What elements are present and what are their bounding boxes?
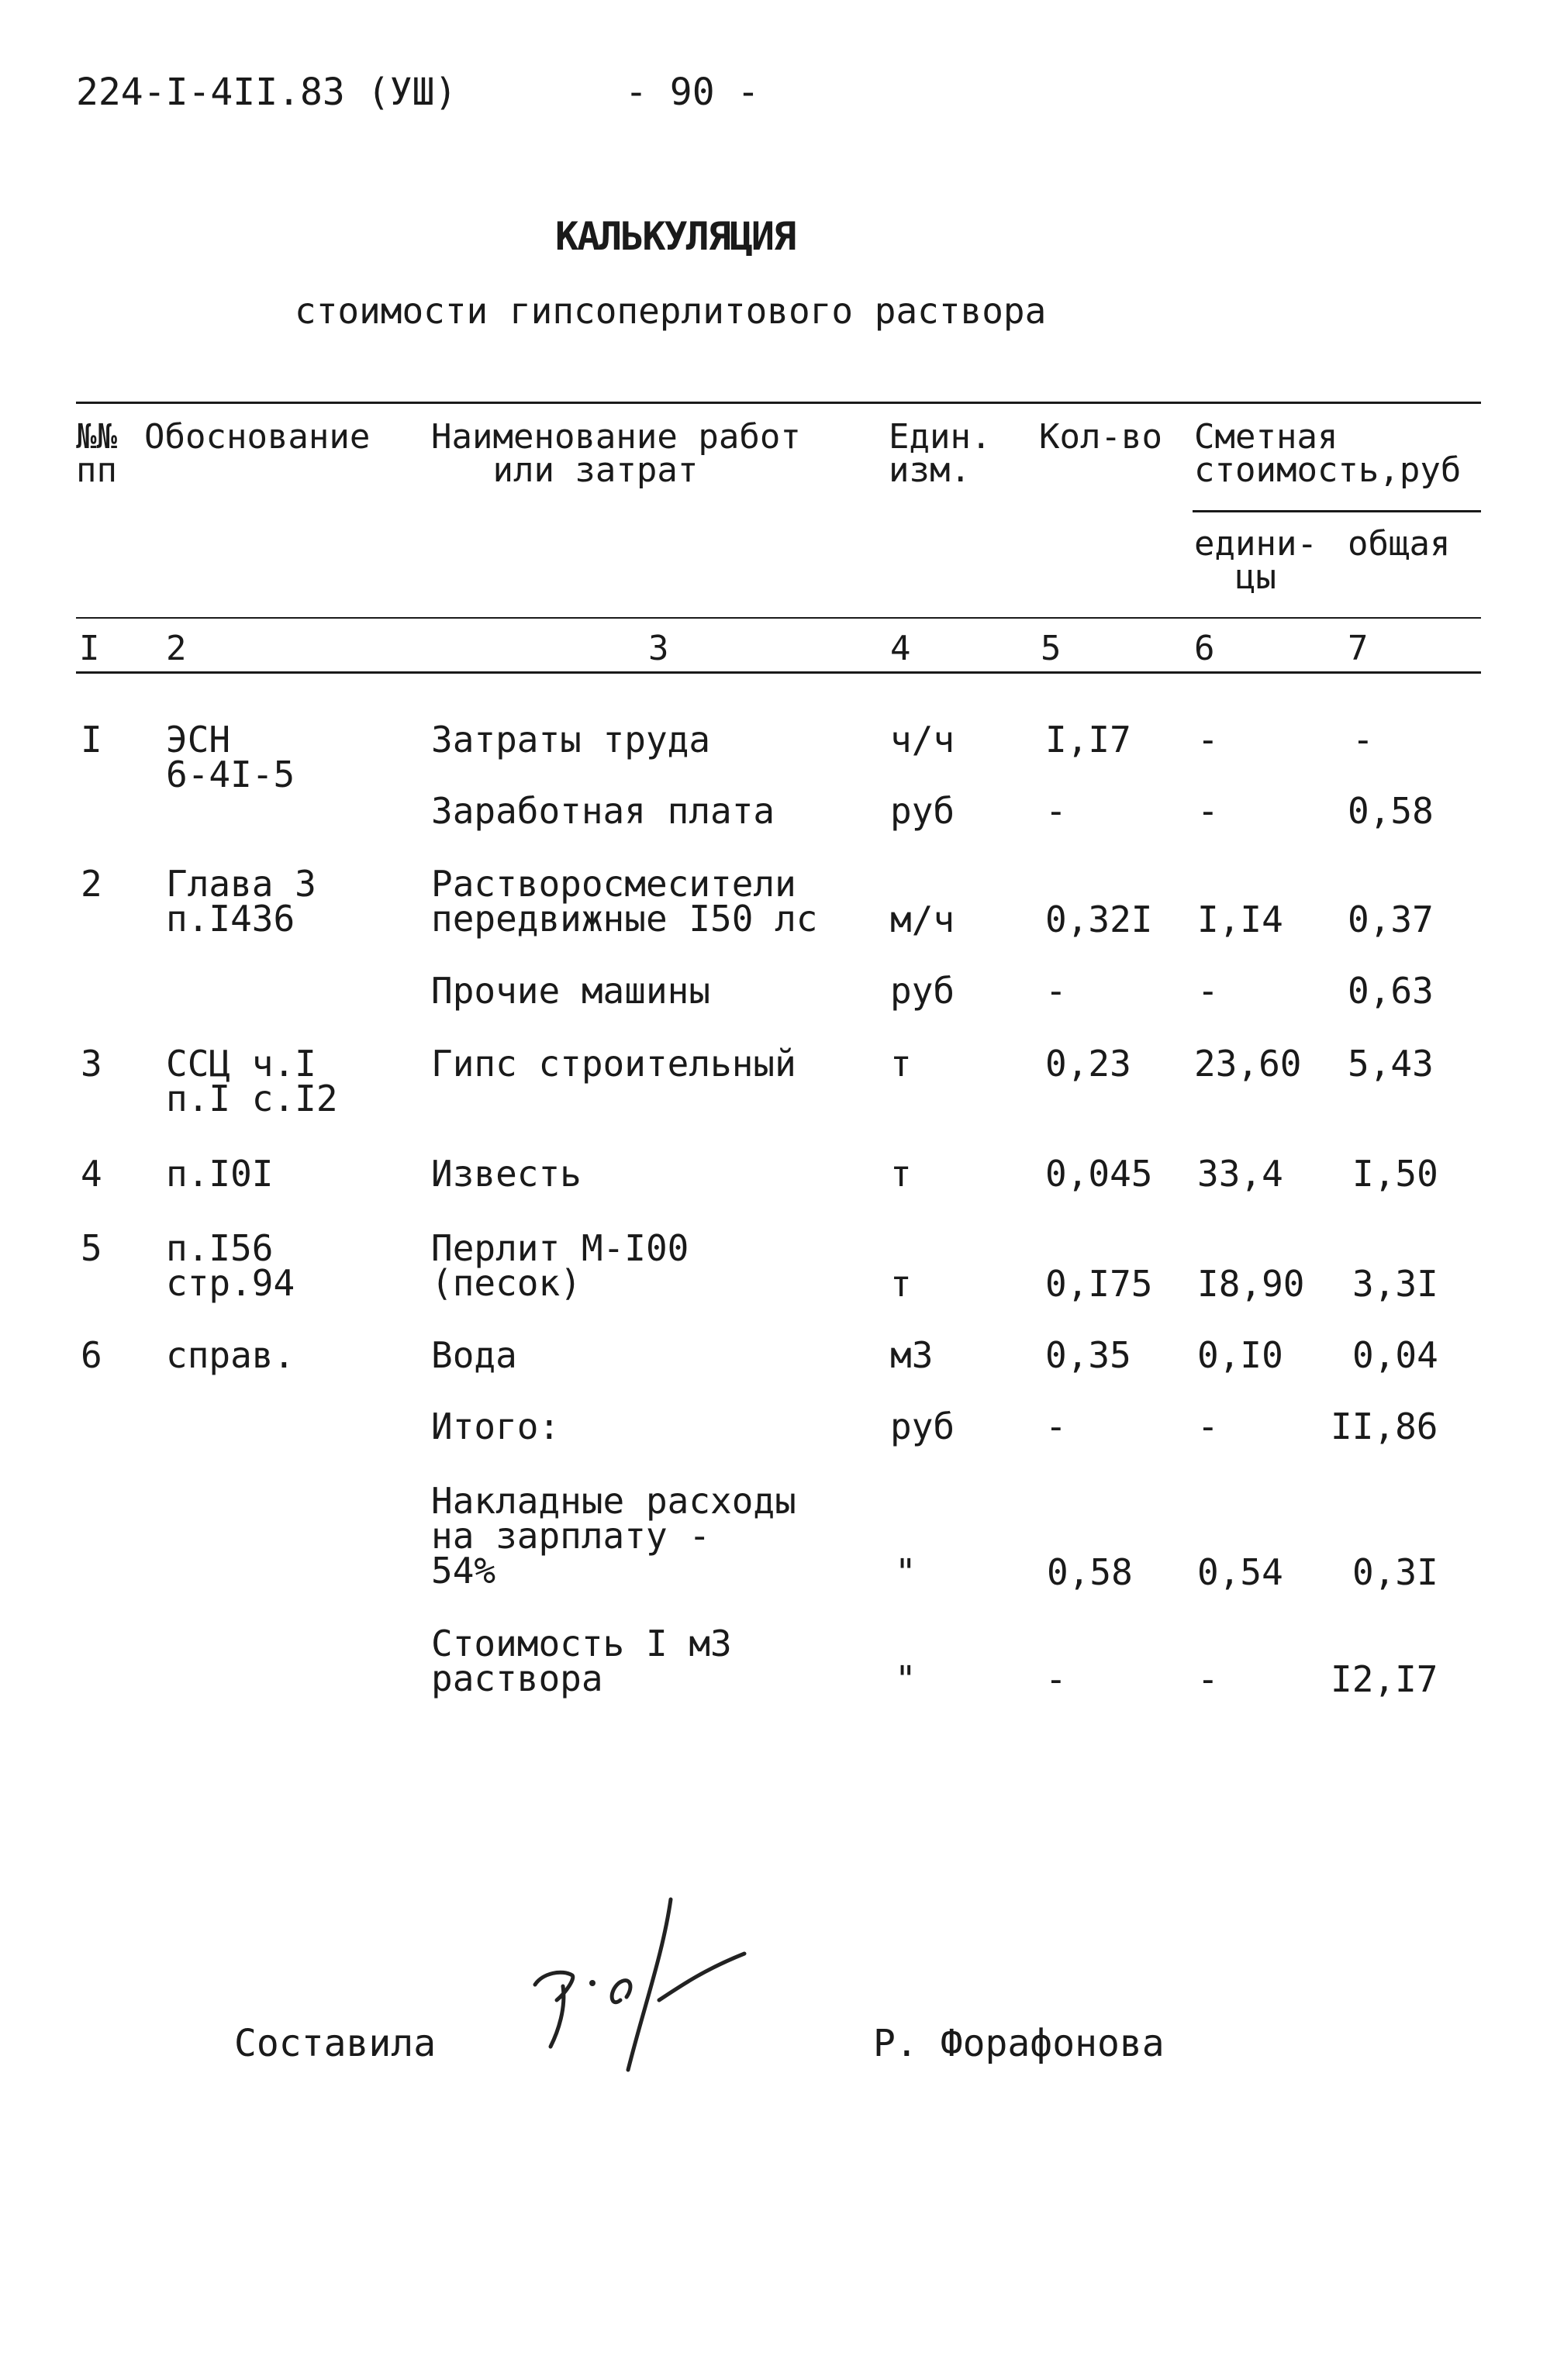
- row-unit: руб: [890, 1406, 955, 1447]
- row-price: -: [1197, 1406, 1219, 1447]
- row-name: Накладные расходы на зарплату - 54%: [431, 1480, 796, 1592]
- row-unit: т: [890, 1263, 912, 1305]
- row-unit: м3: [890, 1334, 934, 1376]
- col-number-2: 2: [166, 629, 187, 668]
- row-qty: -: [1045, 790, 1067, 832]
- row-basis: ССЦ ч.I п.I с.I2: [166, 1043, 338, 1120]
- row-name: Итого:: [431, 1406, 561, 1447]
- col-number-5: 5: [1041, 629, 1062, 668]
- row-name: Заработная плата: [431, 790, 775, 832]
- row-price: -: [1197, 719, 1219, 761]
- document-subtitle: стоимости гипсоперлитового раствора: [295, 290, 1047, 332]
- row-basis: справ.: [166, 1334, 295, 1376]
- col-header-num: №№ пп: [76, 417, 117, 491]
- row-price: -: [1197, 970, 1219, 1012]
- row-num: 2: [81, 863, 102, 905]
- row-qty: I,I7: [1045, 719, 1131, 761]
- page-number: - 90 -: [625, 71, 760, 114]
- col-header-qty: Кол-во: [1039, 417, 1162, 457]
- col-number-7: 7: [1348, 629, 1369, 668]
- row-price: I,I4: [1197, 899, 1283, 940]
- row-basis: ЭСН 6-4I-5: [166, 719, 295, 796]
- table-top-rule: [76, 402, 1481, 404]
- row-qty: 0,I75: [1045, 1263, 1153, 1305]
- row-total: -: [1352, 719, 1374, 761]
- row-name: Растворосмесители передвижные I50 лс: [431, 863, 818, 940]
- row-name: Прочие машины: [431, 970, 711, 1012]
- column-numbers-top-rule: [76, 617, 1481, 619]
- row-total: 0,37: [1348, 899, 1434, 940]
- col-number-6: 6: [1194, 629, 1215, 668]
- col-header-cost-total: общая: [1348, 524, 1451, 564]
- row-qty: -: [1045, 1658, 1067, 1700]
- row-total: I,50: [1352, 1153, 1438, 1195]
- row-price: -: [1197, 1658, 1219, 1700]
- row-qty: 0,045: [1045, 1153, 1153, 1195]
- col-number-3: 3: [648, 629, 669, 668]
- row-num: 3: [81, 1043, 102, 1085]
- row-total: I2,I7: [1331, 1658, 1438, 1700]
- cost-subheader-rule: [1193, 510, 1481, 512]
- row-unit: ": [895, 1551, 917, 1593]
- row-qty: 0,32I: [1045, 899, 1153, 940]
- col-header-unit: Един. изм.: [889, 417, 992, 491]
- row-unit: ": [895, 1658, 917, 1700]
- row-price: 23,60: [1194, 1043, 1302, 1085]
- row-price: 0,I0: [1197, 1334, 1283, 1376]
- row-total: 0,58: [1348, 790, 1434, 832]
- compiler-name: Р. Форафонова: [873, 2022, 1165, 2065]
- row-unit: т: [890, 1153, 912, 1195]
- row-name: Вода: [431, 1334, 517, 1376]
- row-price: -: [1197, 790, 1219, 832]
- row-unit: руб: [890, 790, 955, 832]
- row-basis: п.I56 стр.94: [166, 1227, 295, 1305]
- col-header-cost: Сметная стоимость,руб: [1194, 417, 1462, 491]
- row-qty: -: [1045, 1406, 1067, 1447]
- col-header-name: Наименование работ или затрат: [431, 417, 801, 491]
- row-unit: м/ч: [890, 899, 955, 940]
- row-price: 33,4: [1197, 1153, 1283, 1195]
- row-total: 0,3I: [1352, 1551, 1438, 1593]
- document-code: 224-I-4II.83 (УШ): [76, 71, 457, 114]
- row-qty: 0,23: [1045, 1043, 1131, 1085]
- row-price: I8,90: [1197, 1263, 1305, 1305]
- row-name: Перлит М-I00 (песок): [431, 1227, 689, 1305]
- row-num: 6: [81, 1334, 102, 1376]
- col-number-4: 4: [890, 629, 911, 668]
- row-qty: -: [1045, 970, 1067, 1012]
- compiled-by-label: Составила: [234, 2022, 437, 2065]
- row-name: Известь: [431, 1153, 582, 1195]
- row-num: 5: [81, 1227, 102, 1269]
- row-unit: ч/ч: [890, 719, 955, 761]
- row-total: 3,3I: [1352, 1263, 1438, 1305]
- document-title: КАЛЬКУЛЯЦИЯ: [555, 214, 796, 259]
- row-price: 0,54: [1197, 1551, 1283, 1593]
- handwritten-signature: [527, 1884, 760, 2078]
- row-total: 0,63: [1348, 970, 1434, 1012]
- row-total: 0,04: [1352, 1334, 1438, 1376]
- col-header-basis: Обоснование: [144, 417, 371, 457]
- col-number-1: I: [79, 629, 100, 668]
- row-qty: 0,35: [1045, 1334, 1131, 1376]
- row-num: I: [81, 719, 102, 761]
- row-name: Гипс строительный: [431, 1043, 796, 1085]
- row-name: Затраты труда: [431, 719, 711, 761]
- row-unit: т: [890, 1043, 912, 1085]
- row-total: 5,43: [1348, 1043, 1434, 1085]
- header-bottom-rule: [76, 671, 1481, 674]
- row-basis: Глава 3 п.I436: [166, 863, 316, 940]
- row-num: 4: [81, 1153, 102, 1195]
- row-qty: 0,58: [1047, 1551, 1133, 1593]
- row-name: Стоимость I м3 раствора: [431, 1623, 732, 1700]
- col-header-cost-unit: едини- цы: [1194, 524, 1317, 598]
- row-unit: руб: [890, 970, 955, 1012]
- row-total: II,86: [1331, 1406, 1438, 1447]
- row-basis: п.I0I: [166, 1153, 274, 1195]
